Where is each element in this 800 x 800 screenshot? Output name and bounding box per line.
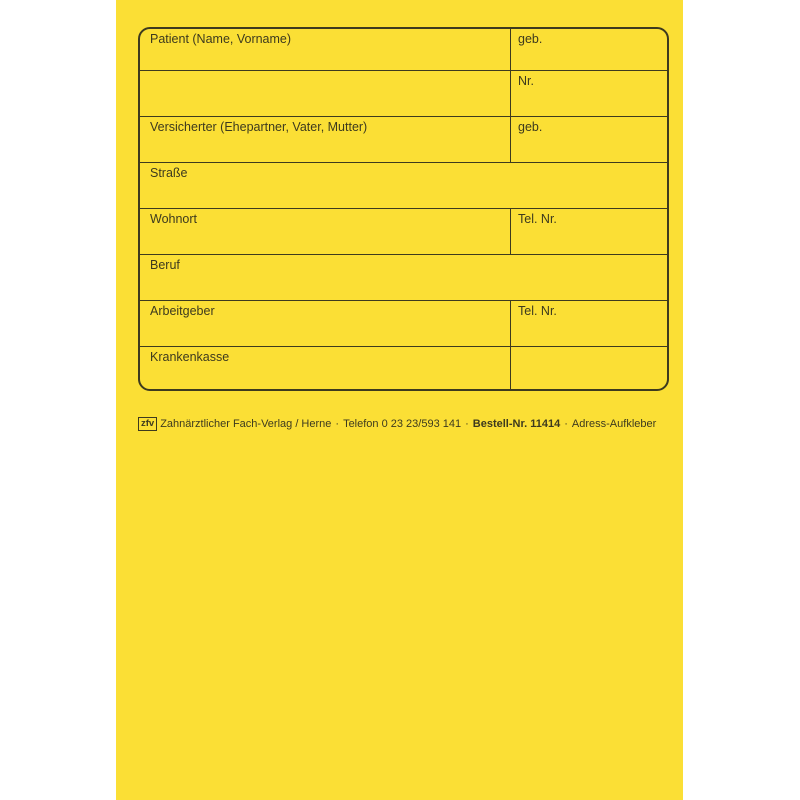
- patient-birthdate-field[interactable]: [510, 29, 667, 70]
- residence-label: Wohnort: [150, 212, 198, 226]
- separator-dot: ·: [564, 418, 568, 430]
- street-label: Straße: [150, 166, 188, 180]
- occupation-label: Beruf: [150, 258, 180, 272]
- patient-name-continued-field[interactable]: [140, 71, 510, 116]
- occupation-field[interactable]: [140, 255, 667, 300]
- publisher-name: Zahnärztlicher Fach-Verlag / Herne: [160, 418, 332, 430]
- row-patient-number: [140, 71, 667, 117]
- separator-dot: ·: [335, 418, 340, 430]
- insured-person-label: Versicherter (Ehepartner, Vater, Mutter): [150, 120, 368, 134]
- publisher-footer: [138, 417, 656, 431]
- product-name: Adress-Aufkleber: [571, 418, 657, 430]
- street-field[interactable]: [140, 163, 667, 208]
- address-form: [138, 27, 669, 391]
- phone-label: Tel. Nr.: [518, 212, 557, 226]
- row-health-insurance: [140, 347, 667, 391]
- insured-person-field[interactable]: [140, 117, 510, 162]
- insured-birthdate-label: geb.: [518, 120, 543, 134]
- employer-phone-label: Tel. Nr.: [518, 304, 557, 318]
- separator-dot: ·: [465, 418, 469, 430]
- employer-label: Arbeitgeber: [150, 304, 215, 318]
- health-insurance-label: Krankenkasse: [150, 350, 230, 364]
- order-number: Bestell-Nr. 11414: [472, 418, 561, 430]
- zfv-logo: zfv: [138, 417, 157, 431]
- residence-field[interactable]: [140, 209, 510, 254]
- patient-birthdate-label: geb.: [518, 32, 543, 46]
- row-residence: [140, 209, 667, 255]
- health-insurance-field[interactable]: [140, 347, 510, 391]
- employer-phone-field[interactable]: [510, 301, 667, 346]
- row-occupation: [140, 255, 667, 301]
- patient-name-label: Patient (Name, Vorname): [150, 32, 292, 46]
- insured-birthdate-field[interactable]: [510, 117, 667, 162]
- patient-name-field[interactable]: [140, 29, 510, 70]
- address-label-card: [116, 0, 683, 800]
- row-employer: [140, 301, 667, 347]
- health-insurance-extra-field[interactable]: [510, 347, 667, 391]
- row-street: [140, 163, 667, 209]
- publisher-phone: Telefon 0 23 23/593 141: [343, 418, 462, 430]
- employer-field[interactable]: [140, 301, 510, 346]
- row-patient: [140, 29, 667, 71]
- patient-number-label: Nr.: [518, 74, 534, 88]
- row-insured: [140, 117, 667, 163]
- patient-number-field[interactable]: [510, 71, 667, 116]
- phone-field[interactable]: [510, 209, 667, 254]
